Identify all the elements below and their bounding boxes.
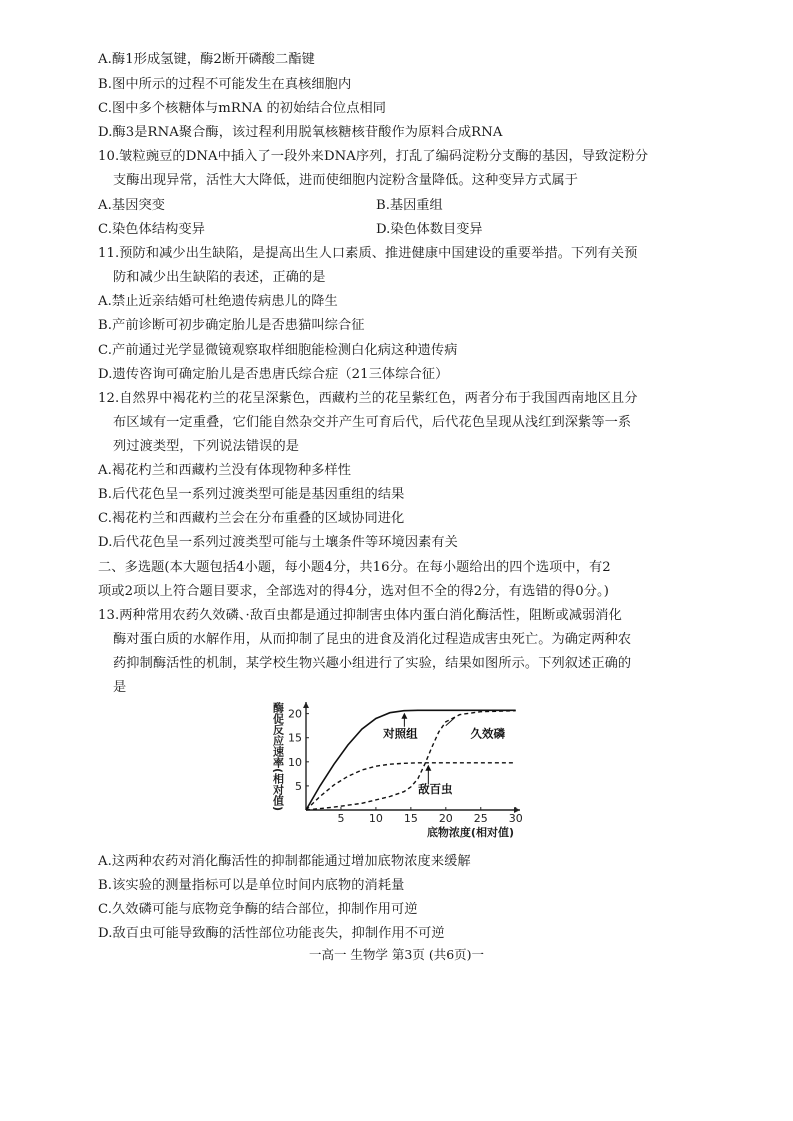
q12-option-d: D.后代花色呈一系列过渡类型可能与土壤条件等环境因素有关: [98, 535, 458, 550]
q13-option-b: B.该实验的测量指标可以是单位时间内底物的消耗量: [98, 878, 405, 893]
q13-option-a: A.这两种农药对消化酶活性的抑制都能通过增加底物浓度来缓解: [98, 854, 471, 869]
x-tick-label: 15: [403, 812, 418, 825]
arrow-head-control-icon: [401, 713, 407, 719]
q11-stem-line-1: 11.预防和减少出生缺陷，是提高出生人口素质、推进健康中国建设的重要举措。下列有关预: [98, 246, 638, 261]
x-tick-label: 10: [368, 812, 383, 825]
page-footer: 一高一 生物学 第3页 (共6页)一: [308, 947, 485, 962]
q10-option-c: C.染色体结构变异: [98, 222, 206, 237]
series-label-dibaichong: 敌百虫: [418, 782, 453, 797]
section2-heading-line-2: 项或2项以上符合题目要求，全部选对的得4分，选对但不全的得2分，有选错的得0分。): [98, 584, 609, 599]
q10-option-a: A.基因突变: [98, 198, 166, 213]
q9-option-c: C.图中多个核糖体与mRNA 的初始结合位点相同: [98, 101, 387, 116]
q10-option-b: B.基因重组: [376, 198, 443, 213]
q9-option-b: B.图中所示的过程不可能发生在真核细胞内: [98, 77, 352, 92]
q11-option-b: B.产前诊断可初步确定胎儿是否患猫叫综合征: [98, 318, 365, 333]
y-tick-label: 15: [288, 731, 302, 745]
q9-option-d: D.酶3是RNA聚合酶，该过程利用脱氧核糖核苷酸作为原料合成RNA: [98, 125, 503, 140]
q10-stem-line-2: 支酶出现异常，活性大大降低，进而使细胞内淀粉含量降低。这种变异方式属于: [113, 173, 579, 188]
q12-stem-line-3: 列过渡类型，下列说法错误的是: [113, 439, 300, 454]
x-tick-label: 30: [508, 812, 523, 825]
series-label-juxiaolin: 久效磷: [470, 726, 506, 741]
q13-option-d: D.敌百虫可能导致酶的活性部位功能丧失，抑制作用不可逆: [98, 926, 445, 941]
q10-option-d: D.染色体数目变异: [376, 222, 483, 237]
section2-heading-line-1: 二、多选题(本大题包括4小题，每小题4分，共16分。在每小题给出的四个选项中，有2: [98, 560, 611, 575]
y-tick-label: 10: [288, 755, 302, 769]
q13-stem-line-1: 13.两种常用农药久效磷、·敌百虫都是通过抑制害虫体内蛋白消化酶活性，阻断或减弱消化: [98, 608, 622, 623]
x-tick-label: 20: [438, 812, 453, 825]
q10-stem-line-1: 10.皱粒豌豆的DNA中插入了一段外来DNA序列，打乱了编码淀粉分支酶的基因，导致淀粉分: [98, 149, 649, 164]
q13-option-c: C.久效磷可能与底物竞争酶的结合部位，抑制作用可逆: [98, 902, 418, 917]
q12-option-a: A.褐花杓兰和西藏杓兰没有体现物种多样性: [98, 463, 352, 478]
y-axis-label: 酶促反应速率(相对值): [271, 702, 285, 812]
q12-stem-line-2: 布区域有一定重叠，它们能自然杂交并产生可育后代，后代花色呈现从浅红到深紫等一系: [113, 415, 632, 430]
y-tick-label: 20: [288, 707, 302, 721]
y-tick-label: 5: [295, 779, 302, 793]
q12-option-b: B.后代花色呈一系列过渡类型可能是基因重组的结果: [98, 487, 405, 502]
x-tick-label: 25: [473, 812, 488, 825]
q13-stem-line-4: 是: [113, 680, 127, 695]
series-label-control: 对照组: [383, 726, 418, 741]
q11-option-a: A.禁止近亲结婚可杜绝遗传病患儿的降生: [98, 294, 338, 309]
q11-option-c: C.产前通过光学显微镜观察取样细胞能检测白化病这种遗传病: [98, 343, 458, 358]
enzyme-rate-chart: [266, 692, 532, 842]
x-axis-label: 底物浓度(相对值): [426, 826, 514, 839]
x-tick-label: 5: [337, 812, 345, 825]
arrow-head-dibaichong-icon: [425, 765, 431, 771]
q11-option-d: D.遗传咨询可确定胎儿是否患唐氏综合症（21三体综合征）: [98, 367, 449, 382]
q11-stem-line-2: 防和减少出生缺陷的表述，正确的是: [113, 270, 326, 285]
q9-option-a: A.酶1形成氢键，酶2断开磷酸二酯键: [98, 52, 315, 67]
q13-stem-line-3: 药抑制酶活性的机制，某学校生物兴趣小组进行了实验，结果如图所示。下列叙述正确的: [113, 656, 632, 671]
series-line-0: [306, 710, 516, 810]
y-axis-arrow-icon: [303, 702, 309, 708]
q12-stem-line-1: 12.自然界中褐花杓兰的花呈深紫色，西藏杓兰的花呈紫红色，两者分布于我国西南地区且分: [98, 391, 638, 406]
q13-stem-line-2: 酶对蛋白质的水解作用，从而抑制了昆虫的进食及消化过程造成害虫死亡。为确定两种农: [113, 632, 632, 647]
q12-option-c: C.褐花杓兰和西藏杓兰会在分布重叠的区域协同进化: [98, 511, 405, 526]
